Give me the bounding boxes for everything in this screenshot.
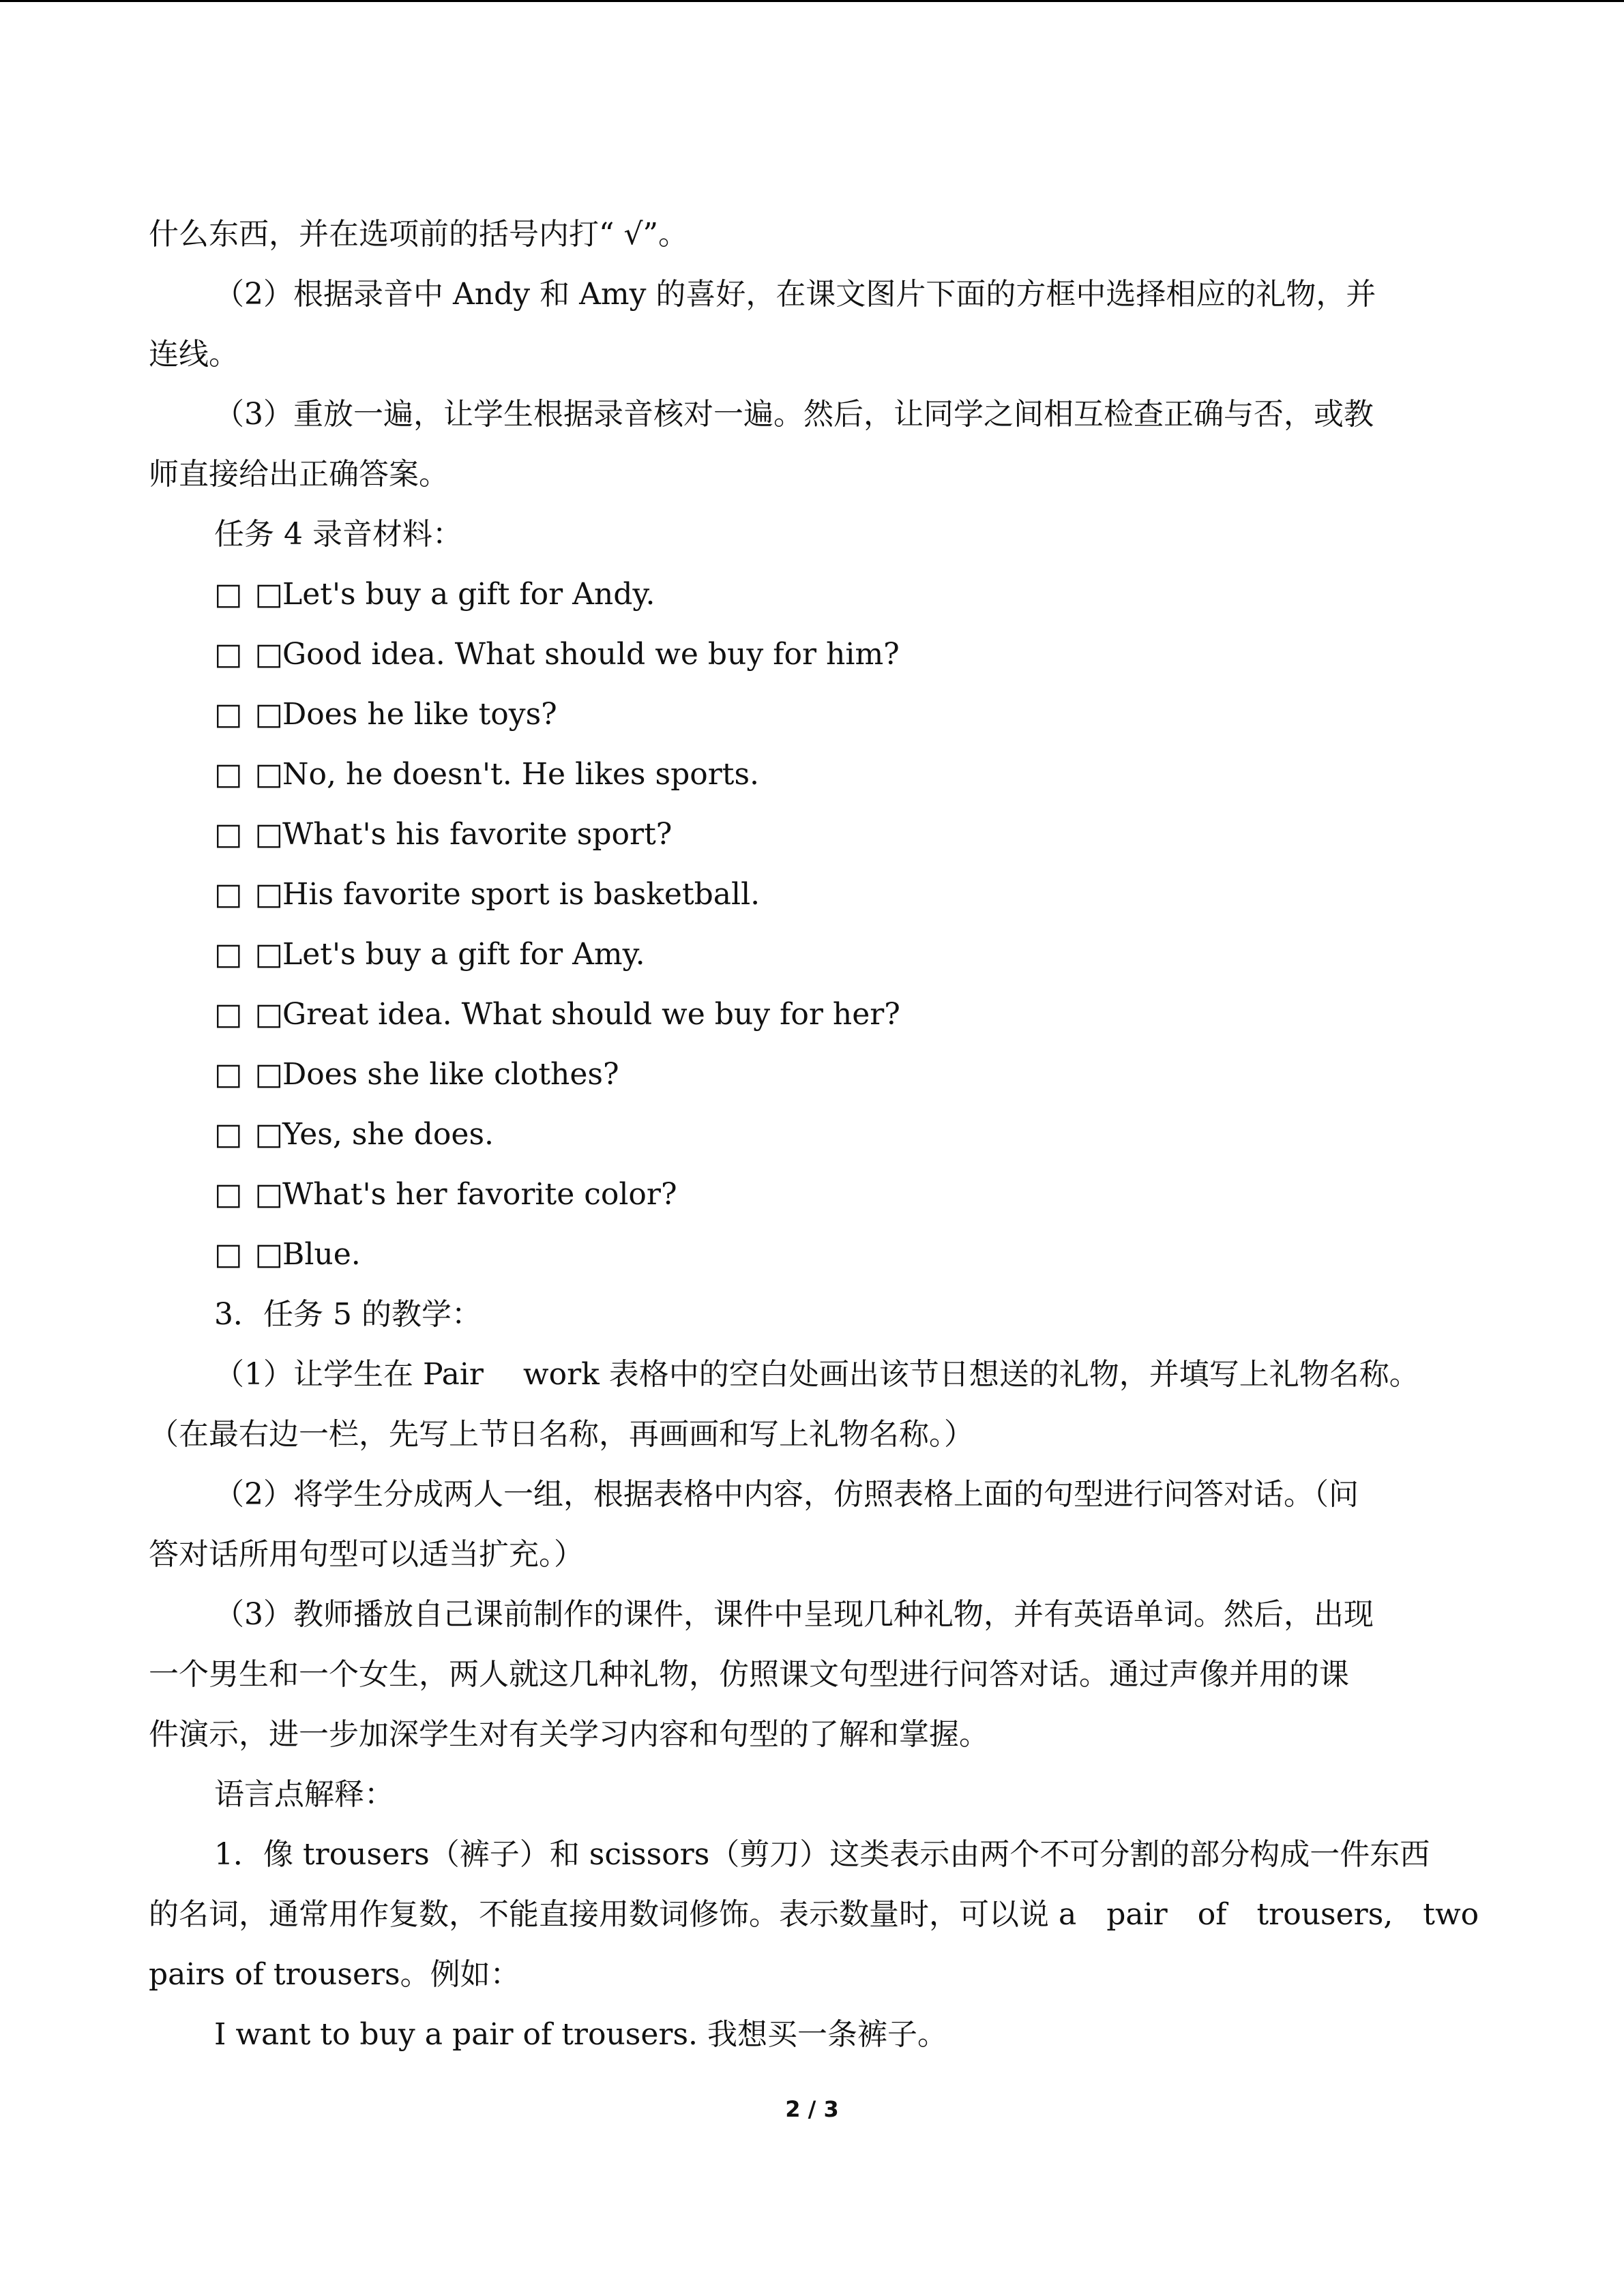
dialogue-text: Let's buy a gift for Amy. [282, 937, 645, 972]
paragraph-task5-step-2-cont: 答对话所用句型可以适当扩充。） [149, 1537, 584, 1572]
dialogue-line [149, 985, 1475, 1045]
paragraph-step-2: （2）根据录音中 Andy 和 Amy 的喜好，在课文图片下面的方框中选择相应的礼物，并 [214, 277, 1376, 312]
paragraph-task5-step-1: （1）让学生在 Pair work 表格中的空白处画出该节日想送的礼物，并填写上礼物名称。 [214, 1357, 1419, 1392]
dialogue-line [149, 925, 1475, 985]
checkbox-marks: □ □ [214, 697, 285, 732]
dialogue-text: Good idea. What should we buy for him? [282, 637, 900, 672]
checkbox-marks: □ □ [214, 877, 285, 912]
paragraph-step-2-cont: 连线。 [149, 337, 239, 372]
dialogue-text: Yes, she does. [282, 1117, 494, 1152]
checkbox-marks: □ □ [214, 817, 285, 852]
paragraph-step-3-cont: 师直接给出正确答案。 [149, 457, 449, 492]
dialogue-text: Does she like clothes? [282, 1057, 619, 1092]
dialogue-text: No, he doesn't. He likes sports. [282, 757, 760, 792]
dialogue-text: What's her favorite color? [282, 1177, 677, 1212]
dialogue-text: Does he like toys? [282, 697, 557, 732]
paragraph-continuation: 什么东西，并在选项前的括号内打“ √”。 [149, 217, 689, 252]
dialogue-line [149, 805, 1475, 865]
dialogue-line [149, 685, 1475, 745]
paragraph-task5-step-3-cont: 一个男生和一个女生，两人就这几种礼物，仿照课文句型进行问答对话。通过声像并用的课 [149, 1657, 1349, 1692]
checkbox-marks: □ □ [214, 577, 285, 612]
checkbox-marks: □ □ [214, 997, 285, 1032]
dialogue-text: What's his favorite sport? [282, 817, 673, 852]
checkbox-marks: □ □ [214, 1117, 285, 1152]
dialogue-line [149, 565, 1475, 625]
section-heading-task-5: 3．任务 5 的教学： [214, 1297, 482, 1332]
dialogue-text: Blue. [282, 1237, 361, 1272]
checkbox-marks: □ □ [214, 1057, 285, 1092]
checkbox-marks: □ □ [214, 637, 285, 672]
checkbox-marks: □ □ [214, 757, 285, 792]
language-point-1: 1．像 trousers（裤子）和 scissors（剪刀）这类表示由两个不可分割的部分构成一件东西 [214, 1837, 1430, 1872]
paragraph-task5-step-3-cont: 件演示，进一步加深学生对有关学习内容和句型的了解和掌握。 [149, 1717, 989, 1752]
language-points-heading: 语言点解释： [214, 1777, 394, 1812]
document-body [149, 205, 1479, 2065]
example-sentence: I want to buy a pair of trousers. 我想买一条裤子。 [214, 2017, 947, 2052]
dialogue-line [149, 625, 1475, 685]
dialogue-line [149, 745, 1475, 805]
checkbox-marks: □ □ [214, 937, 285, 972]
paragraph-step-3: （3）重放一遍，让学生根据录音核对一遍。然后，让同学之间相互检查正确与否，或教 [214, 397, 1374, 432]
dialogue-line [149, 865, 1475, 925]
dialogue-line [149, 1105, 1475, 1165]
language-point-1-cont: 的名词，通常用作复数，不能直接用数词修饰。表示数量时，可以说 a pair of trousers, two [149, 1897, 1479, 1932]
checkbox-marks: □ □ [214, 1177, 285, 1212]
dialogue-line [149, 1165, 1475, 1225]
checkbox-marks: □ □ [214, 1237, 285, 1272]
top-border-rule [0, 0, 1624, 2]
paragraph-task5-step-1-cont: （在最右边一栏，先写上节日名称，再画画和写上礼物名称。） [149, 1417, 974, 1452]
dialogue-text: His favorite sport is basketball. [282, 877, 761, 912]
dialogue-text: Let's buy a gift for Andy. [282, 577, 655, 612]
page-number: 2 / 3 [785, 2096, 839, 2122]
paragraph-task5-step-2: （2）将学生分成两人一组，根据表格中内容，仿照表格上面的句型进行问答对话。（问 [214, 1477, 1359, 1512]
recording-heading: 任务 4 录音材料： [214, 517, 462, 552]
dialogue-text: Great idea. What should we buy for her? [282, 997, 900, 1032]
paragraph-task5-step-3: （3）教师播放自己课前制作的课件，课件中呈现几种礼物，并有英语单词。然后，出现 [214, 1597, 1374, 1632]
dialogue-line [149, 1225, 1475, 1285]
dialogue-list [149, 565, 1475, 1285]
dialogue-line [149, 1045, 1475, 1105]
language-point-1-cont: pairs of trousers。例如： [149, 1957, 520, 1992]
